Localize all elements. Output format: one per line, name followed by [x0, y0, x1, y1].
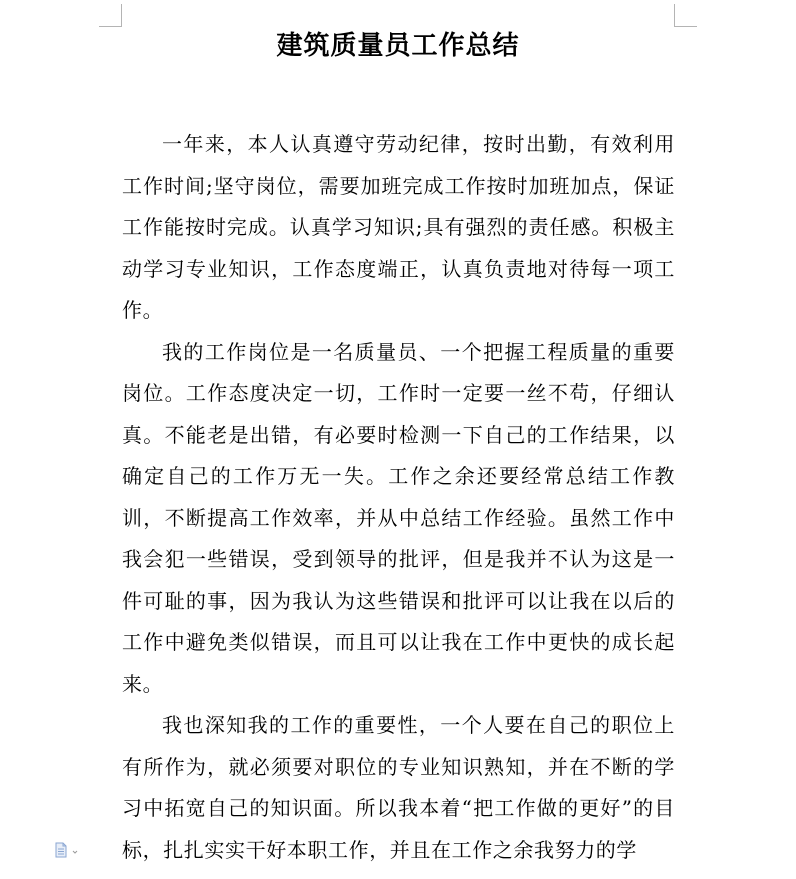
paragraph-1: 一年来，本人认真遵守劳动纪律，按时出勤，有效利用工作时间;坚守岗位，需要加班完成工作按时加班加点，保证工作能按时完成。认真学习知识;具有强烈的责任感。积极主动学习专业知识，工作态度端正，认真负责地对待每一项工作。 — [122, 132, 675, 322]
document-title: 建筑质量员工作总结 — [276, 31, 520, 61]
crop-mark-top-left — [99, 4, 122, 27]
paragraph-3: 我也深知我的工作的重要性，一个人要在自己的职位上有所作为，就必须要对职位的专业知识熟知，并在不断的学习中拓宽自己的知识面。所以我本着“把工作做的更好”的目标，扎扎实实干好本职工作，并且在工作之余我努力的学 — [122, 713, 675, 862]
paragraph-2: 我的工作岗位是一名质量员、一个把握工程质量的重要岗位。工作态度决定一切，工作时一定要一丝不苟，仔细认真。不能老是出错，有必要时检测一下自己的工作结果，以确定自己的工作万无一失。工作之余还要经常总结工作教训，不断提高工作效率，并从中总结工作经验。虽然工作中我会犯一些错误，受到领导的批评，但是我并不认为这是一件可耻的事，因为我认为这些错误和批评可以让我在以后的工作中避免类似错误，而且可以让我在工作中更快的成长起来。 — [122, 339, 675, 696]
document-options-icon[interactable] — [55, 842, 83, 858]
document-body[interactable] — [122, 124, 675, 871]
crop-mark-top-right — [674, 4, 697, 27]
